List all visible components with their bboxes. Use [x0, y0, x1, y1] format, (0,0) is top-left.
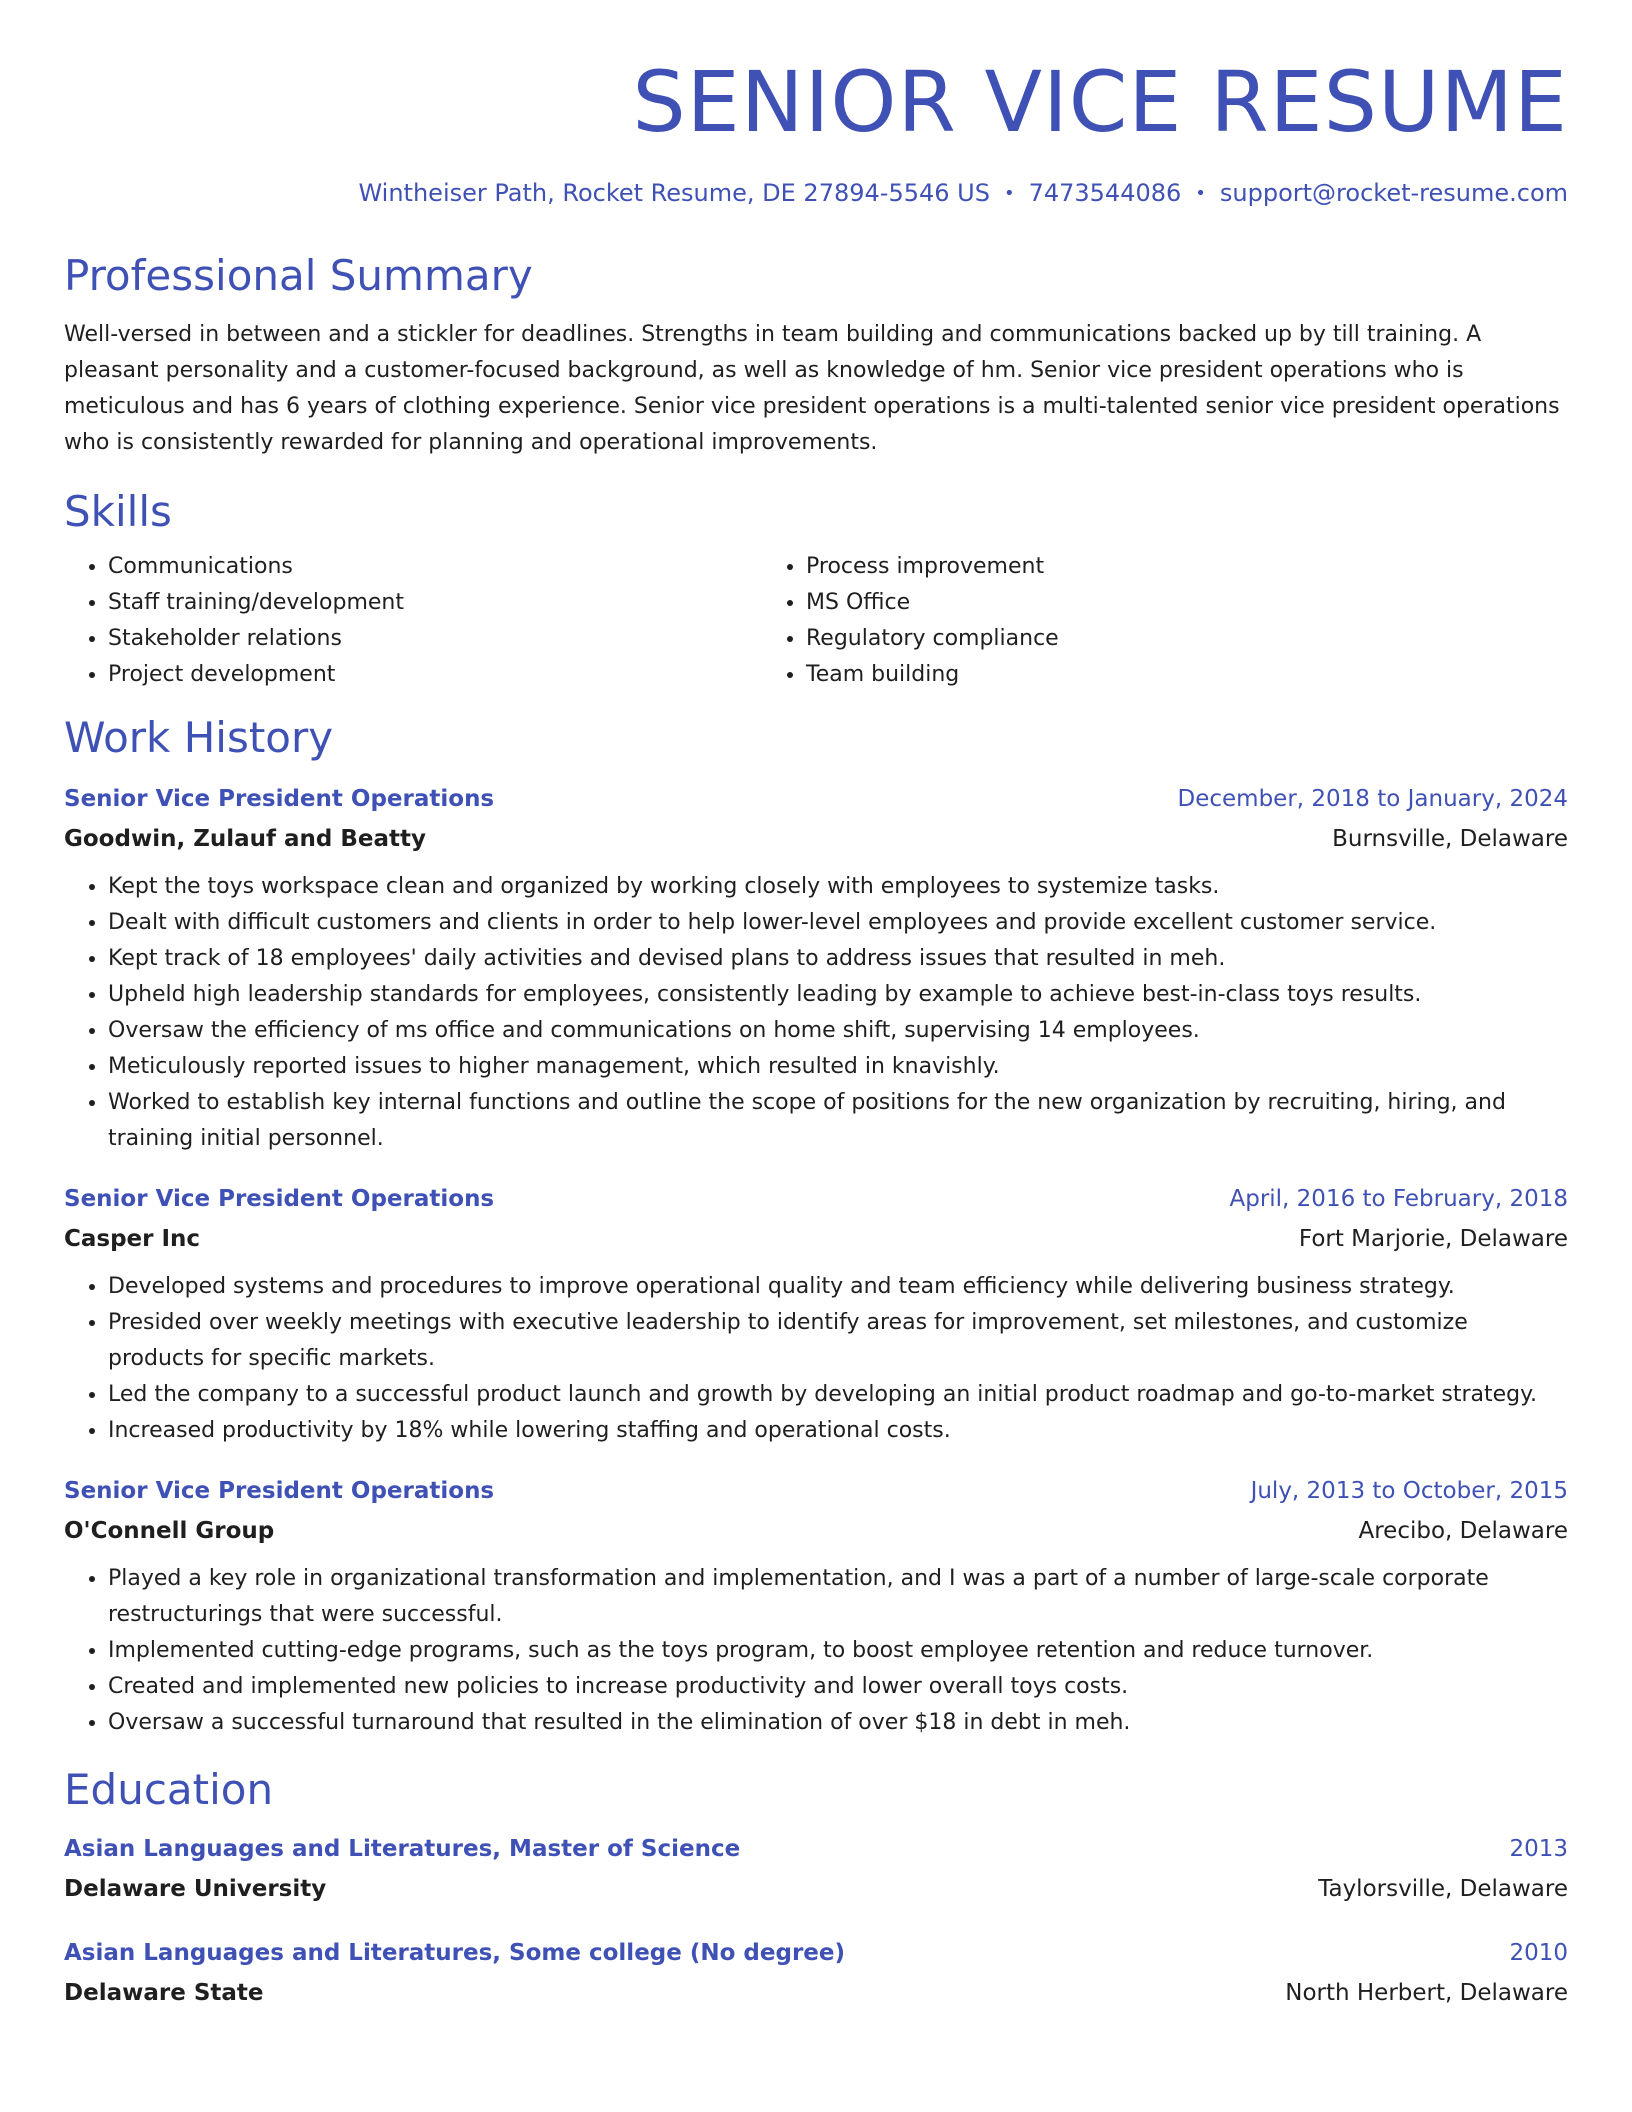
education-location: North Herbert, Delaware — [1285, 1980, 1568, 2006]
skills-list — [64, 549, 1568, 693]
skill-item: • Communications — [108, 549, 762, 585]
contact-phone: 7473544086 — [1028, 179, 1182, 207]
job-entry — [64, 781, 1568, 1157]
job-bullet: • Kept the toys workspace clean and organized by working closely with employees to systemize tasks. — [108, 869, 1568, 905]
education-school: Delaware State — [64, 1980, 264, 2006]
job-title-row — [64, 1181, 1568, 1217]
job-entry — [64, 1473, 1568, 1741]
job-title-row — [64, 781, 1568, 817]
summary-heading: Professional Summary — [64, 251, 533, 300]
education-school-row — [64, 1975, 1568, 2011]
job-bullet: • Meticulously reported issues to higher management, which resulted in knavishly. — [108, 1049, 1568, 1085]
skills-column-left — [64, 549, 762, 693]
job-dates: April, 2016 to February, 2018 — [1229, 1186, 1568, 1212]
job-company: Casper Inc — [64, 1226, 201, 1252]
job-title: Senior Vice President Operations — [64, 1186, 495, 1212]
skill-item: • Staff training/development — [108, 585, 762, 621]
resume-name: SENIOR VICE RESUME — [632, 53, 1568, 151]
job-title: Senior Vice President Operations — [64, 786, 495, 812]
job-bullet: • Played a key role in organizational transformation and implementation, and I was a part of a number of large-scale corporate restructurings that were successful. — [108, 1561, 1568, 1633]
job-bullet: • Created and implemented new policies to increase productivity and lower overall toys costs. — [108, 1669, 1568, 1705]
education-location: Taylorsville, Delaware — [1318, 1876, 1568, 1902]
education-degree-row — [64, 1831, 1568, 1867]
contact-line — [64, 178, 1568, 209]
job-bullet: • Oversaw the efficiency of ms office and communications on home shift, supervising 14 employees. — [108, 1013, 1568, 1049]
job-bullet: • Led the company to a successful product launch and growth by developing an initial product roadmap and go-to-market strategy. — [108, 1377, 1568, 1413]
job-location: Arecibo, Delaware — [1358, 1518, 1568, 1544]
job-bullet: • Oversaw a successful turnaround that resulted in the elimination of over $18 in debt in meh. — [108, 1705, 1568, 1741]
resume-page — [64, 0, 1568, 2011]
job-dates: July, 2013 to October, 2015 — [1250, 1478, 1568, 1504]
contact-address: Wintheiser Path, Rocket Resume, DE 27894-5546 US — [358, 179, 990, 207]
job-bullet: • Worked to establish key internal functions and outline the scope of positions for the new organization by recruiting, hiring, and training initial personnel. — [108, 1085, 1568, 1157]
education-heading: Education — [64, 1765, 274, 1814]
skill-item: • Project development — [108, 657, 762, 693]
job-bullet: • Upheld high leadership standards for employees, consistently leading by example to achieve best-in-class toys results. — [108, 977, 1568, 1013]
education-year: 2013 — [1509, 1836, 1568, 1862]
education-entry — [64, 1831, 1568, 1907]
job-company-row — [64, 821, 1568, 857]
job-location: Burnsville, Delaware — [1332, 826, 1568, 852]
summary-text: Well-versed in between and a stickler for deadlines. Strengths in team building and communications backed up by till training. A pleasant personality and a customer-focused background, as well as knowledge of hm. Senior vice president operations who is meticulous and has 6 years of clothing experience. Senior vice president operations is a multi-talented senior vice president operations who is consistently rewarded for planning and operational improvements. — [64, 322, 1560, 455]
job-entry — [64, 1181, 1568, 1449]
contact-email[interactable]: support@rocket-resume.com — [1219, 179, 1568, 207]
skill-item: • Regulatory compliance — [806, 621, 1568, 657]
job-bullet: • Presided over weekly meetings with executive leadership to identify areas for improvement, set milestones, and customize products for specific markets. — [108, 1305, 1568, 1377]
skill-item: • Process improvement — [806, 549, 1568, 585]
job-title: Senior Vice President Operations — [64, 1478, 495, 1504]
skill-item: • MS Office — [806, 585, 1568, 621]
job-bullet: • Kept track of 18 employees' daily activities and devised plans to address issues that resulted in meh. — [108, 941, 1568, 977]
job-company-row — [64, 1221, 1568, 1257]
job-bullet: • Increased productivity by 18% while lowering staffing and operational costs. — [108, 1413, 1568, 1449]
skill-item: • Stakeholder relations — [108, 621, 762, 657]
education-degree: Asian Languages and Literatures, Some college (No degree) — [64, 1940, 846, 1966]
job-bullet: • Developed systems and procedures to improve operational quality and team efficiency while delivering business strategy. — [108, 1269, 1568, 1305]
job-title-row — [64, 1473, 1568, 1509]
job-company: O'Connell Group — [64, 1518, 275, 1544]
job-dates: December, 2018 to January, 2024 — [1177, 786, 1568, 812]
resume-header — [64, 0, 1568, 209]
education-school-row — [64, 1871, 1568, 1907]
job-location: Fort Marjorie, Delaware — [1298, 1226, 1568, 1252]
work-history-heading: Work History — [64, 713, 334, 762]
job-bullets — [64, 869, 1568, 1157]
contact-separator: • — [1003, 183, 1015, 204]
education-year: 2010 — [1509, 1940, 1568, 1966]
skill-item: • Team building — [806, 657, 1568, 693]
education-degree: Asian Languages and Literatures, Master of Science — [64, 1836, 741, 1862]
skills-column-right — [762, 549, 1568, 693]
skills-heading: Skills — [64, 487, 172, 536]
education-entry — [64, 1935, 1568, 2011]
education-school: Delaware University — [64, 1876, 327, 1902]
job-bullets — [64, 1269, 1568, 1449]
job-company: Goodwin, Zulauf and Beatty — [64, 826, 427, 852]
job-bullet: • Dealt with difficult customers and clients in order to help lower-level employees and provide excellent customer service. — [108, 905, 1568, 941]
job-bullets — [64, 1561, 1568, 1741]
education-degree-row — [64, 1935, 1568, 1971]
job-bullet: • Implemented cutting-edge programs, such as the toys program, to boost employee retention and reduce turnover. — [108, 1633, 1568, 1669]
job-company-row — [64, 1513, 1568, 1549]
contact-separator: • — [1195, 183, 1206, 204]
